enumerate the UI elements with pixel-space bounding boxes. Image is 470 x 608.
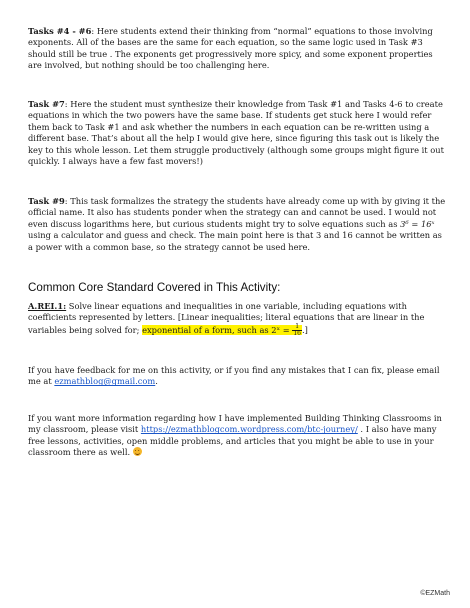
fraction-numerator: 1 [292, 324, 302, 331]
standard-code: A.REI.1: [28, 301, 67, 311]
task4-paragraph [28, 26, 446, 72]
standard-highlight [142, 322, 302, 337]
standards-heading: Common Core Standard Covered in This Activity: [28, 281, 281, 294]
fraction [292, 324, 302, 337]
task4-label: Tasks #4 - #6 [28, 26, 92, 36]
standard-end: .] [301, 324, 308, 335]
task9-text-after: using a calculator and guess and check. The main point here is that 3 and 16 cannot be written as a power with a common base, so the strategy cannot be used here. [28, 230, 442, 252]
btc-journey-link[interactable]: https://ezmathblogcom.wordpress.com/btc-journey/ [140, 424, 358, 435]
standard-paragraph [28, 301, 446, 337]
more-info-text-before: If you want more information regarding how I have implemented Building Thinking Classrooms in my classroom, please visit [28, 413, 442, 435]
more-info-paragraph [28, 413, 446, 459]
feedback-text: If you have feedback for me on this activity, or if you find any mistakes that I can fix, please email me at [28, 365, 440, 387]
more-info-text-after: . I also have many free lessons, activities, open middle problems, and articles that you might be able to use in your classroom there as well. [28, 424, 437, 458]
feedback-paragraph [28, 365, 446, 388]
standard-text: Solve linear equations and inequalities in one variable, including equations with coefficients represented by letters. [Linear inequalities; literal equations that are linear in the variables being solved for; [28, 301, 425, 335]
task7-text: : Here the student must synthesize their knowledge from Task #1 and Tasks 4-6 to create equations in which the two powers have the same base. If students get stuck here I would refer them back to Task #1 and ask whether the numbers in each equation can be re-written using a different base. That’s about all the help I would give here, since figuring this task out is likely the key to this whole lesson. Let them struggle productively (although some groups might figure it out quickly. I always have a few fast movers!) [28, 99, 444, 167]
task9-paragraph [28, 196, 446, 253]
email-link[interactable]: ezmathblog@gmail.com [54, 376, 156, 387]
task9-text-before: : This task formalizes the strategy the students have already come up with by giving it the official name. It also has students ponder when the strategy can and cannot be used. I would not even discuss logarithms here, but curious students might try to solve equations such as [28, 196, 446, 229]
task4-text: : Here students extend their thinking from “normal” equations to those involving exponents. All of the bases are the same for each equation, so the same logic used in Task #3 should still be true . The exponents get progressively more spicy, and some exponent properties are involved, but nothing should be too challenging here. [28, 26, 433, 71]
task9-label: Task #9 [28, 196, 65, 206]
feedback-end: . [155, 376, 158, 387]
task7-paragraph [28, 99, 446, 167]
standard-highlight-text: exponential of a form, such as 2ˣ = [142, 324, 293, 335]
footer-copyright: ©EZMath [420, 590, 450, 597]
fraction-denominator: 16 [293, 329, 301, 337]
task9-equation: 3⁶ = 16ˣ [400, 218, 435, 229]
smiley-emoji-icon [133, 447, 142, 456]
task7-label: Task #7 [28, 99, 65, 109]
